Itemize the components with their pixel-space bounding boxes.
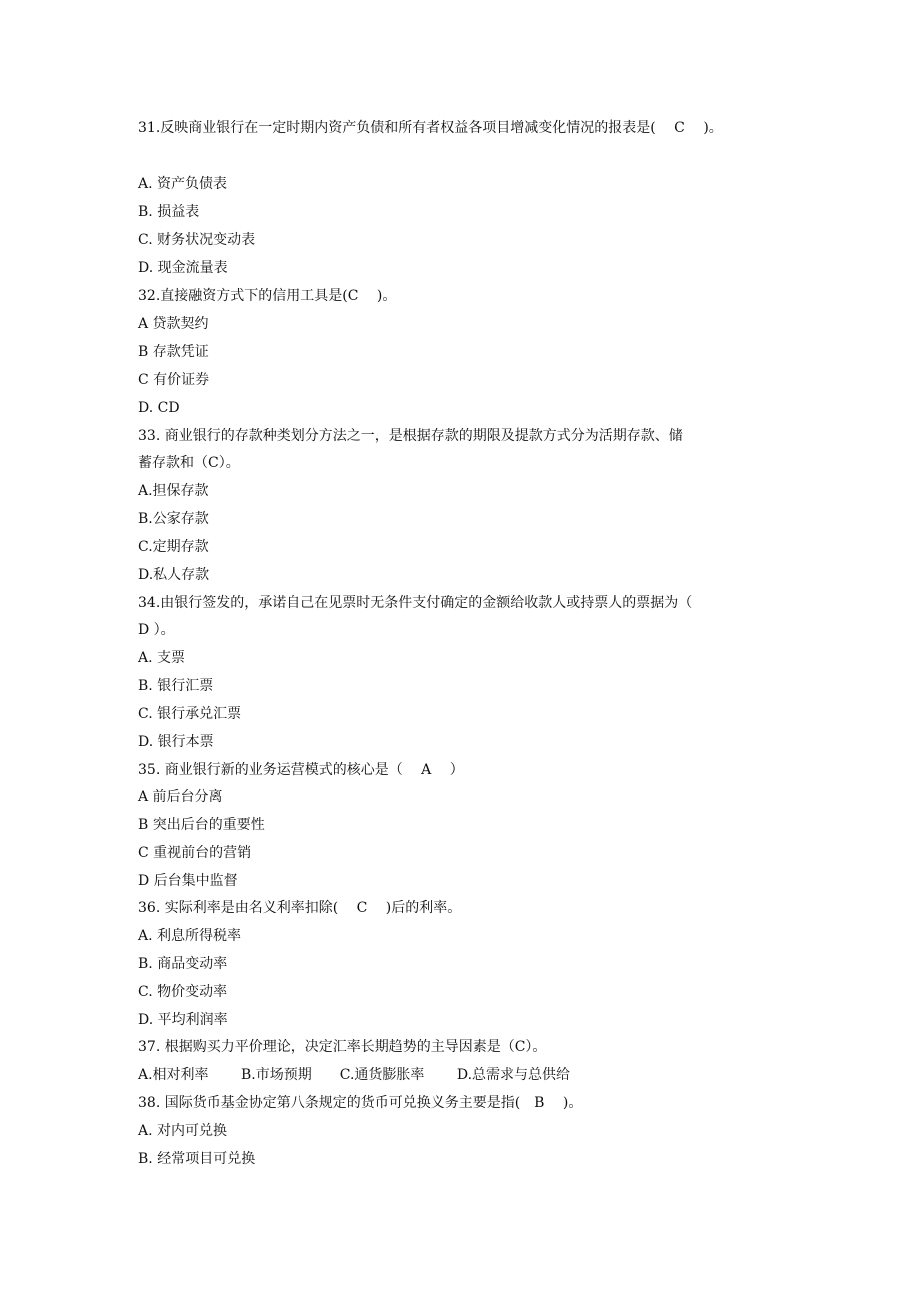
question-37-stem: 37. 根据购买力平价理论，决定汇率长期趋势的主导因素是（C）。 [138, 1039, 547, 1055]
question-33-option-a: A.担保存款 [138, 483, 209, 499]
question-33-option-d: D.私人存款 [138, 567, 210, 583]
question-34-option-a: A. 支票 [138, 650, 186, 666]
question-31-option-a: A. 资产负债表 [138, 176, 228, 192]
question-35-option-a: A 前后台分离 [138, 789, 223, 805]
question-32-option-a: A 贷款契约 [138, 316, 209, 332]
question-36-option-c: C. 物价变动率 [138, 984, 228, 1000]
question-32-option-d: D. CD [138, 400, 180, 416]
question-34-option-d: D. 银行本票 [138, 734, 214, 750]
question-37-options-row: A.相对利率 B.市场预期 C.通货膨胀率 D.总需求与总供给 [138, 1067, 571, 1083]
question-34-stem-line-1: 34.由银行签发的，承诺自己在见票时无条件支付确定的金额给收款人或持票人的票据为（ [138, 595, 693, 611]
question-34-stem-line-2: D ）。 [138, 622, 175, 638]
question-35-option-b: B 突出后台的重要性 [138, 817, 265, 833]
question-36-option-d: D. 平均利润率 [138, 1012, 228, 1028]
question-31-option-d: D. 现金流量表 [138, 260, 228, 276]
question-38-option-b: B. 经常项目可兑换 [138, 1151, 256, 1167]
question-35-option-c: C 重视前台的营销 [138, 845, 252, 861]
question-34-option-c: C. 银行承兑汇票 [138, 706, 242, 722]
question-31-stem: 31.反映商业银行在一定时期内资产负债和所有者权益各项目增减变化情况的报表是( C )。 [138, 120, 723, 136]
question-33-option-c: C.定期存款 [138, 539, 209, 555]
question-38-stem: 38. 国际货币基金协定第八条规定的货币可兑换义务主要是指( B )。 [138, 1095, 583, 1111]
question-31-option-b: B. 损益表 [138, 204, 200, 220]
question-32-option-b: B 存款凭证 [138, 344, 209, 360]
question-32-option-c: C 有价证券 [138, 372, 210, 388]
question-35-stem: 35. 商业银行新的业务运营模式的核心是（ A ） [138, 762, 464, 778]
question-36-stem: 36. 实际利率是由名义利率扣除( C )后的利率。 [138, 900, 462, 916]
question-36-option-a: A. 利息所得税率 [138, 928, 242, 944]
question-34-option-b: B. 银行汇票 [138, 678, 214, 694]
question-33-option-b: B.公家存款 [138, 511, 209, 527]
question-32-stem: 32.直接融资方式下的信用工具是(C )。 [138, 288, 397, 304]
question-38-option-a: A. 对内可兑换 [138, 1123, 228, 1139]
question-35-option-d: D 后台集中监督 [138, 873, 238, 889]
question-33-stem-line-1: 33. 商业银行的存款种类划分方法之一，是根据存款的期限及提款方式分为活期存款、储 [138, 428, 683, 444]
question-31-option-c: C. 财务状况变动表 [138, 232, 256, 248]
question-36-option-b: B. 商品变动率 [138, 956, 228, 972]
question-33-stem-line-2: 蓄存款和（C）。 [138, 455, 240, 471]
